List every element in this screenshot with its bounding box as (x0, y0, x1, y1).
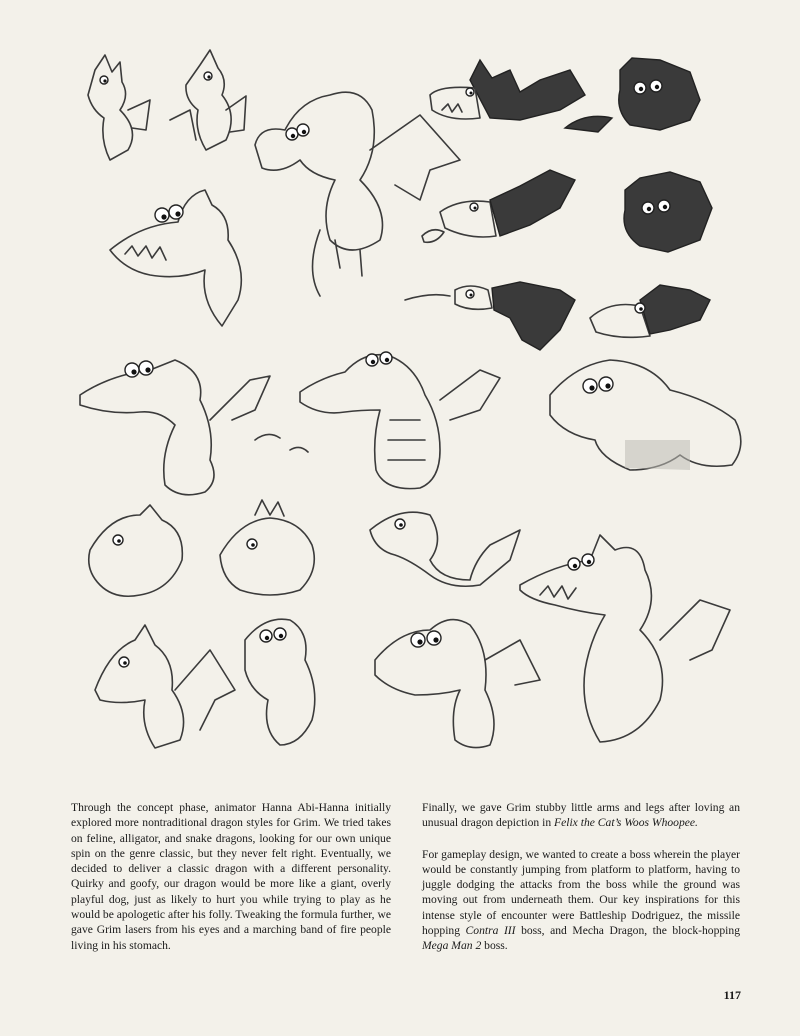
sketch-dragon-dark-3 (624, 172, 712, 252)
sketch-dragon-wings (95, 625, 235, 748)
paragraph-stubby-arms-text: Finally, we gave Grim stubby little arms and legs after loving an unusual dragon depiction in (422, 801, 740, 830)
sketch-dragon-large-roaring (520, 535, 730, 742)
paragraph-gameplay-design (422, 847, 740, 954)
sketch-dragon-dark-4 (590, 285, 710, 337)
sketch-dragon-classic (255, 352, 500, 489)
sketch-dragon-head-1 (89, 505, 183, 596)
gameplay-text-a: For gameplay design, we wanted to create a boss wherein the player would be constantly jumping from platform to platform, having to juggle dodging the attacks from the boss while the ground was moving out from underneath them. Our key inspirations for this intense style of encounter were Battleship Dodriguez, the missile hopping (422, 847, 740, 938)
sketch-dragon-small-2 (170, 50, 246, 150)
contra-title: Contra III (465, 924, 516, 938)
sketch-dragon-cat (550, 360, 741, 470)
sketch-dragon-small-1 (88, 55, 150, 160)
sketch-dragon-head-2 (220, 500, 314, 595)
body-text-right-column (422, 800, 740, 970)
paragraph-concept-phase: Through the concept phase, animator Hanna Abi-Hanna initially explored more nontraditional dragon styles for Grim. We tried takes on feline, alligator, and snake dragons, looking for our own unique spin on the genre classic, but they never felt right. Eventually, we decided to deliver a classic dragon with a different personality. Quirky and goofy, our dragon would be more like a giant, overly playful dog, just as likely to hurt you while trying to play as he would be apologetic after his folly. Tweaking the formula further, we gave Grim lasers from his eyes and a marching band of fire people living in his stomach. (71, 801, 391, 952)
paragraph-stubby-arms (422, 800, 740, 831)
gameplay-text-b: boss, and Mecha Dragon, the block-hopping (515, 924, 740, 938)
sketch-dragon-stubby (245, 619, 315, 745)
sketch-dragon-lizard (370, 512, 520, 586)
sketch-dragon-goofy (375, 620, 540, 748)
sketch-dragon-flying (255, 92, 460, 296)
page-number: 117 (723, 988, 741, 1002)
sketch-dragon-snake-1 (80, 360, 270, 495)
sketch-dragon-dark-1 (430, 60, 585, 120)
sketch-dragon-fire-2 (405, 282, 575, 350)
gameplay-text-c: boss. (481, 939, 508, 953)
megaman-title: Mega Man 2 (422, 939, 482, 953)
felix-title: Felix the Cat’s Woos Whoopee. (554, 816, 698, 830)
sketch-dragon-alligator (110, 190, 241, 326)
sketch-dragon-fire-1 (422, 170, 575, 242)
body-text-left-column (71, 800, 391, 969)
